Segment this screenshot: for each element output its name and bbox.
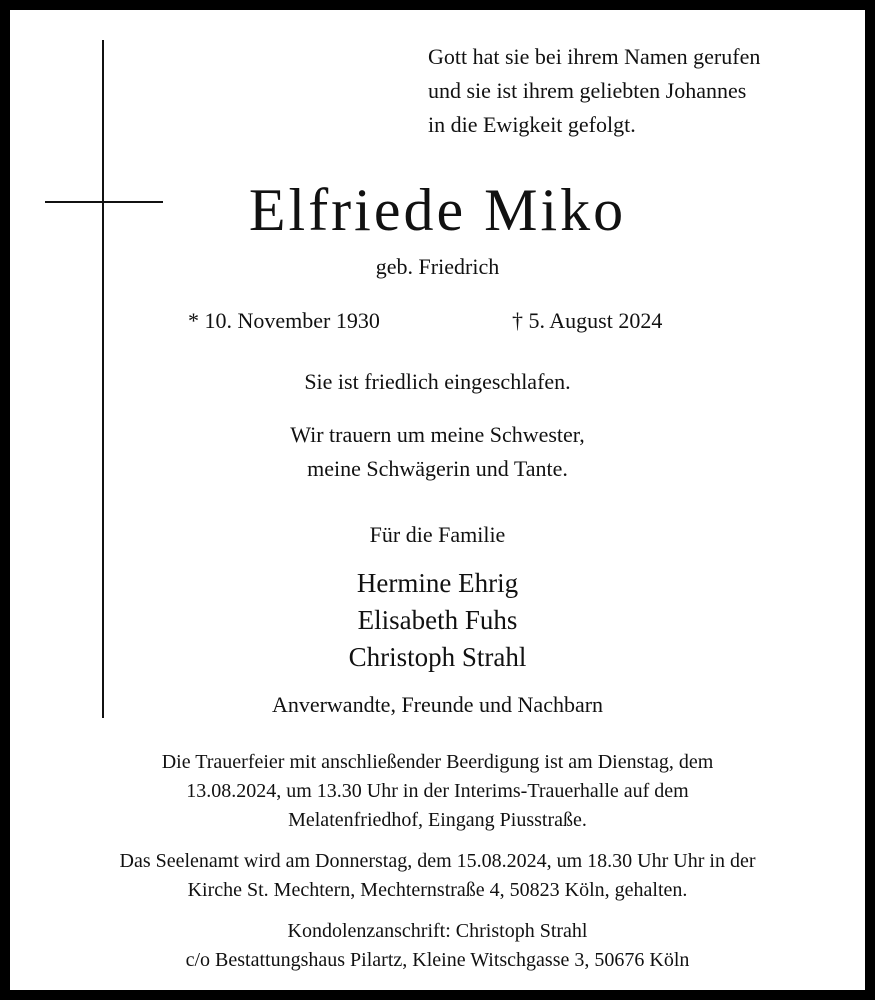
condolence-line: Kondolenzanschrift: Christoph Strahl [287,920,588,942]
requiem-mass-info [10,847,865,905]
maiden-name: geb. Friedrich [375,254,500,279]
mourner-name: Hermine Ehrig [356,568,519,598]
family-label: Für die Familie [369,522,506,547]
mourner-name: Elisabeth Fuhs [357,605,518,635]
peaceful-message: Sie ist friedlich eingeschlafen. [304,369,571,394]
relatives-line: Anverwandte, Freunde und Nachbarn [271,692,604,717]
mourning-message [10,418,865,486]
condolence-line: c/o Bestattungshaus Pilartz, Kleine Witschgasse 3, 50676 Köln [185,949,690,971]
quote-line: und sie ist ihrem geliebten Johannes [428,78,747,103]
service-line: Melatenfriedhof, Eingang Piusstraße. [288,809,587,831]
mourning-line: meine Schwägerin und Tante. [307,456,568,481]
birth-date: * 10. November 1930 [188,308,380,333]
mourner-name: Christoph Strahl [348,642,527,672]
service-line: 13.08.2024, um 13.30 Uhr in der Interims-Trauerhalle auf dem [186,780,689,802]
death-date: † 5. August 2024 [512,308,663,333]
deceased-name: Elfriede Miko [248,177,627,243]
mourning-line: Wir trauern um meine Schwester, [290,422,585,447]
quote-line: in die Ewigkeit gefolgt. [428,112,636,137]
quote-line: Gott hat sie bei ihrem Namen gerufen [428,44,761,69]
bible-quote [428,40,760,142]
funeral-service-info [10,748,865,835]
service-line: Die Trauerfeier mit anschließender Beerdigung ist am Dienstag, dem [161,751,714,773]
mourner-names [10,565,865,676]
requiem-line: Das Seelenamt wird am Donnerstag, dem 15.08.2024, um 18.30 Uhr Uhr in der [119,850,756,872]
requiem-line: Kirche St. Mechtern, Mechternstraße 4, 50823 Köln, gehalten. [187,879,688,901]
condolence-address [10,917,865,975]
